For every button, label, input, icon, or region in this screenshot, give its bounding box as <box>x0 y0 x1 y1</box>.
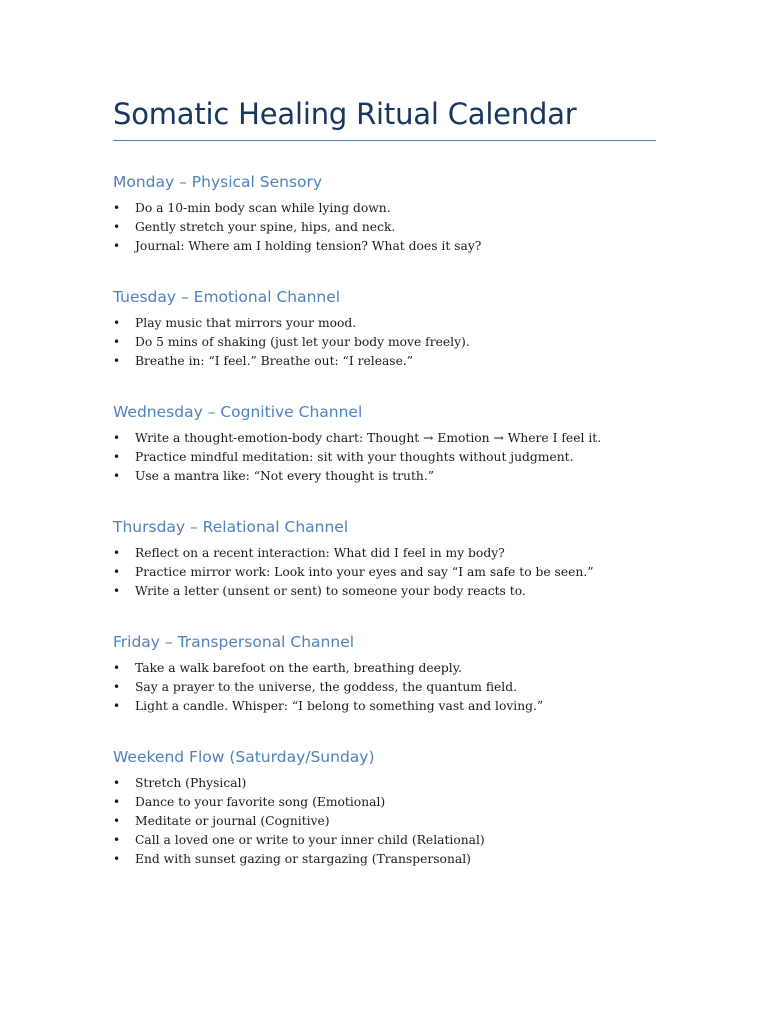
list-item-text: Meditate or journal (Cognitive) <box>135 814 330 828</box>
bullet-icon: • <box>113 220 121 234</box>
list-item <box>113 659 656 678</box>
section-4 <box>113 631 656 716</box>
section-5 <box>113 746 656 869</box>
section-0 <box>113 171 656 256</box>
list-item-text: End with sunset gazing or stargazing (Transpersonal) <box>135 852 471 866</box>
bullet-list <box>113 429 656 486</box>
list-item <box>113 582 656 601</box>
list-item <box>113 697 656 716</box>
title-underline <box>113 140 656 141</box>
list-item-text: Write a letter (unsent or sent) to someone your body reacts to. <box>135 584 526 598</box>
bullet-icon: • <box>113 431 121 445</box>
bullet-icon: • <box>113 450 121 464</box>
section-heading: Monday – Physical Sensory <box>113 173 323 191</box>
list-item <box>113 237 656 256</box>
list-item <box>113 563 656 582</box>
document-title: Somatic Healing Ritual Calendar <box>113 97 577 131</box>
list-item <box>113 218 656 237</box>
bullet-list <box>113 544 656 601</box>
bullet-icon: • <box>113 776 121 790</box>
list-item-text: Practice mirror work: Look into your eyes and say “I am safe to be seen.” <box>135 565 594 579</box>
list-item <box>113 812 656 831</box>
bullet-icon: • <box>113 699 121 713</box>
list-item <box>113 314 656 333</box>
bullet-icon: • <box>113 661 121 675</box>
list-item <box>113 429 656 448</box>
list-item <box>113 678 656 697</box>
bullet-icon: • <box>113 833 121 847</box>
section-heading: Weekend Flow (Saturday/Sunday) <box>113 748 375 766</box>
list-item-text: Call a loved one or write to your inner child (Relational) <box>135 833 485 847</box>
section-heading: Thursday – Relational Channel <box>113 518 349 536</box>
bullet-list <box>113 314 656 371</box>
list-item <box>113 448 656 467</box>
list-item-text: Breathe in: “I feel.” Breathe out: “I release.” <box>135 354 414 368</box>
list-item-text: Say a prayer to the universe, the goddess, the quantum field. <box>135 680 518 694</box>
bullet-icon: • <box>113 814 121 828</box>
bullet-icon: • <box>113 565 121 579</box>
bullet-icon: • <box>113 852 121 866</box>
list-item-text: Light a candle. Whisper: “I belong to something vast and loving.” <box>135 699 544 713</box>
list-item <box>113 850 656 869</box>
list-item <box>113 333 656 352</box>
sections-container <box>113 171 656 869</box>
bullet-icon: • <box>113 354 121 368</box>
list-item <box>113 774 656 793</box>
list-item <box>113 199 656 218</box>
list-item <box>113 352 656 371</box>
list-item-text: Reflect on a recent interaction: What did I feel in my body? <box>135 546 505 560</box>
bullet-icon: • <box>113 201 121 215</box>
section-heading: Wednesday – Cognitive Channel <box>113 403 363 421</box>
bullet-icon: • <box>113 335 121 349</box>
bullet-list <box>113 199 656 256</box>
list-item-text: Gently stretch your spine, hips, and neck. <box>135 220 396 234</box>
list-item <box>113 793 656 812</box>
list-item-text: Take a walk barefoot on the earth, breathing deeply. <box>135 661 462 675</box>
bullet-icon: • <box>113 469 121 483</box>
list-item-text: Write a thought-emotion-body chart: Thought → Emotion → Where I feel it. <box>135 431 602 445</box>
list-item-text: Do a 10-min body scan while lying down. <box>135 201 391 215</box>
list-item-text: Use a mantra like: “Not every thought is truth.” <box>135 469 435 483</box>
document-page <box>113 90 656 869</box>
list-item-text: Do 5 mins of shaking (just let your body move freely). <box>135 335 470 349</box>
list-item-text: Journal: Where am I holding tension? What does it say? <box>135 239 482 253</box>
section-heading: Friday – Transpersonal Channel <box>113 633 355 651</box>
bullet-icon: • <box>113 584 121 598</box>
list-item-text: Stretch (Physical) <box>135 776 247 790</box>
section-3 <box>113 516 656 601</box>
list-item <box>113 467 656 486</box>
section-1 <box>113 286 656 371</box>
bullet-icon: • <box>113 239 121 253</box>
bullet-list <box>113 774 656 869</box>
list-item-text: Practice mindful meditation: sit with your thoughts without judgment. <box>135 450 574 464</box>
bullet-icon: • <box>113 795 121 809</box>
section-heading: Tuesday – Emotional Channel <box>113 288 341 306</box>
list-item <box>113 831 656 850</box>
bullet-icon: • <box>113 546 121 560</box>
list-item-text: Play music that mirrors your mood. <box>135 316 357 330</box>
list-item-text: Dance to your favorite song (Emotional) <box>135 795 386 809</box>
list-item <box>113 544 656 563</box>
bullet-icon: • <box>113 316 121 330</box>
bullet-list <box>113 659 656 716</box>
section-2 <box>113 401 656 486</box>
bullet-icon: • <box>113 680 121 694</box>
